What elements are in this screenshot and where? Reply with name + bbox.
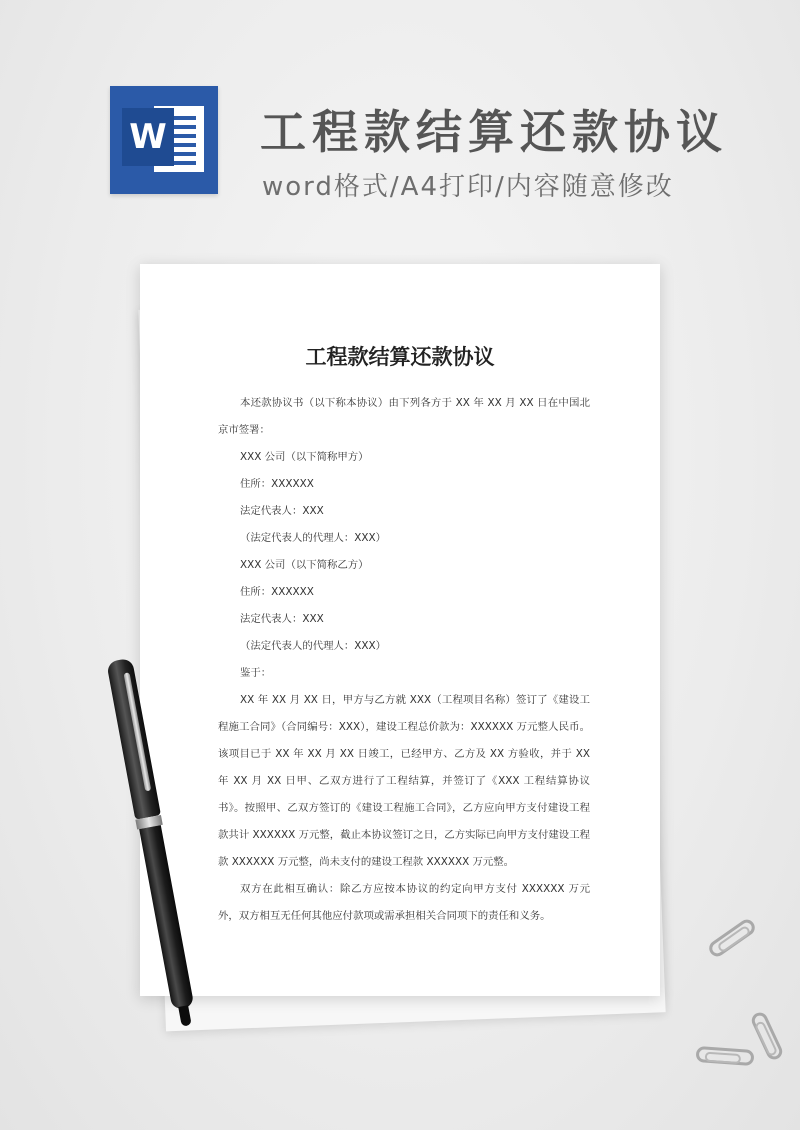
paragraph: 住所：XXXXXX xyxy=(240,478,314,490)
paragraph: （法定代表人的代理人：XXX） xyxy=(240,640,387,652)
banner-subtitle: word格式/A4打印/内容随意修改 xyxy=(262,172,674,202)
banner-header xyxy=(0,0,800,240)
document-page xyxy=(140,264,660,996)
paragraph: 鉴于： xyxy=(240,667,272,679)
word-app-icon xyxy=(110,86,218,194)
paragraph: XXX 公司（以下简称甲方） xyxy=(240,451,369,463)
pen-tip xyxy=(178,1005,191,1026)
document-title: 工程款结算还款协议 xyxy=(305,345,495,369)
paragraph: XXX 公司（以下简称乙方） xyxy=(240,559,369,571)
paperclip-icon xyxy=(696,1046,755,1066)
paragraph: （法定代表人的代理人：XXX） xyxy=(240,532,387,544)
banner-title: 工程款结算还款协议 xyxy=(260,105,728,159)
word-letter-badge: W xyxy=(122,108,174,166)
paragraph: 法定代表人：XXX xyxy=(240,505,324,517)
paragraph: 法定代表人：XXX xyxy=(240,613,324,625)
paragraph: 本还款协议书（以下称本协议）由下列各方于 XX 年 XX 月 XX 日在中国北京市签署： xyxy=(218,397,590,436)
paragraph: XX 年 XX 月 XX 日，甲方与乙方就 XXX（工程项目名称）签订了《建设工程施工合同》（合同编号：XXX），建设工程总价款为：XXXXXX 万元整人民币。该项目已于 XX 年 XX 月 XX 日竣工，已经甲方、乙方及 XX 方验收，并于 XX 年 XX 月 XX 日甲、乙双方进行了工程结算，并签订了《XXX 工程结算协议书》。按照甲、乙双方签订的《建设工程施工合同》，乙方应向甲方支付建设工程款共计 XXXXXX 万元整，截止本协议签订之日，乙方实际已向甲方支付建设工程款 XXXXXX 万元整，尚未支付的建设工程款 XXXXXX 万元整。 xyxy=(218,694,590,868)
paragraph: 双方在此相互确认：除乙方应按本协议的约定向甲方支付 XXXXXX 万元外，双方相互无任何其他应付款项或需承担相关合同项下的责任和义务。 xyxy=(218,883,590,922)
paperclip-icon xyxy=(749,1010,785,1062)
paragraph: 住所：XXXXXX xyxy=(240,586,314,598)
document-body xyxy=(218,390,590,930)
paperclip-icon xyxy=(706,917,758,960)
